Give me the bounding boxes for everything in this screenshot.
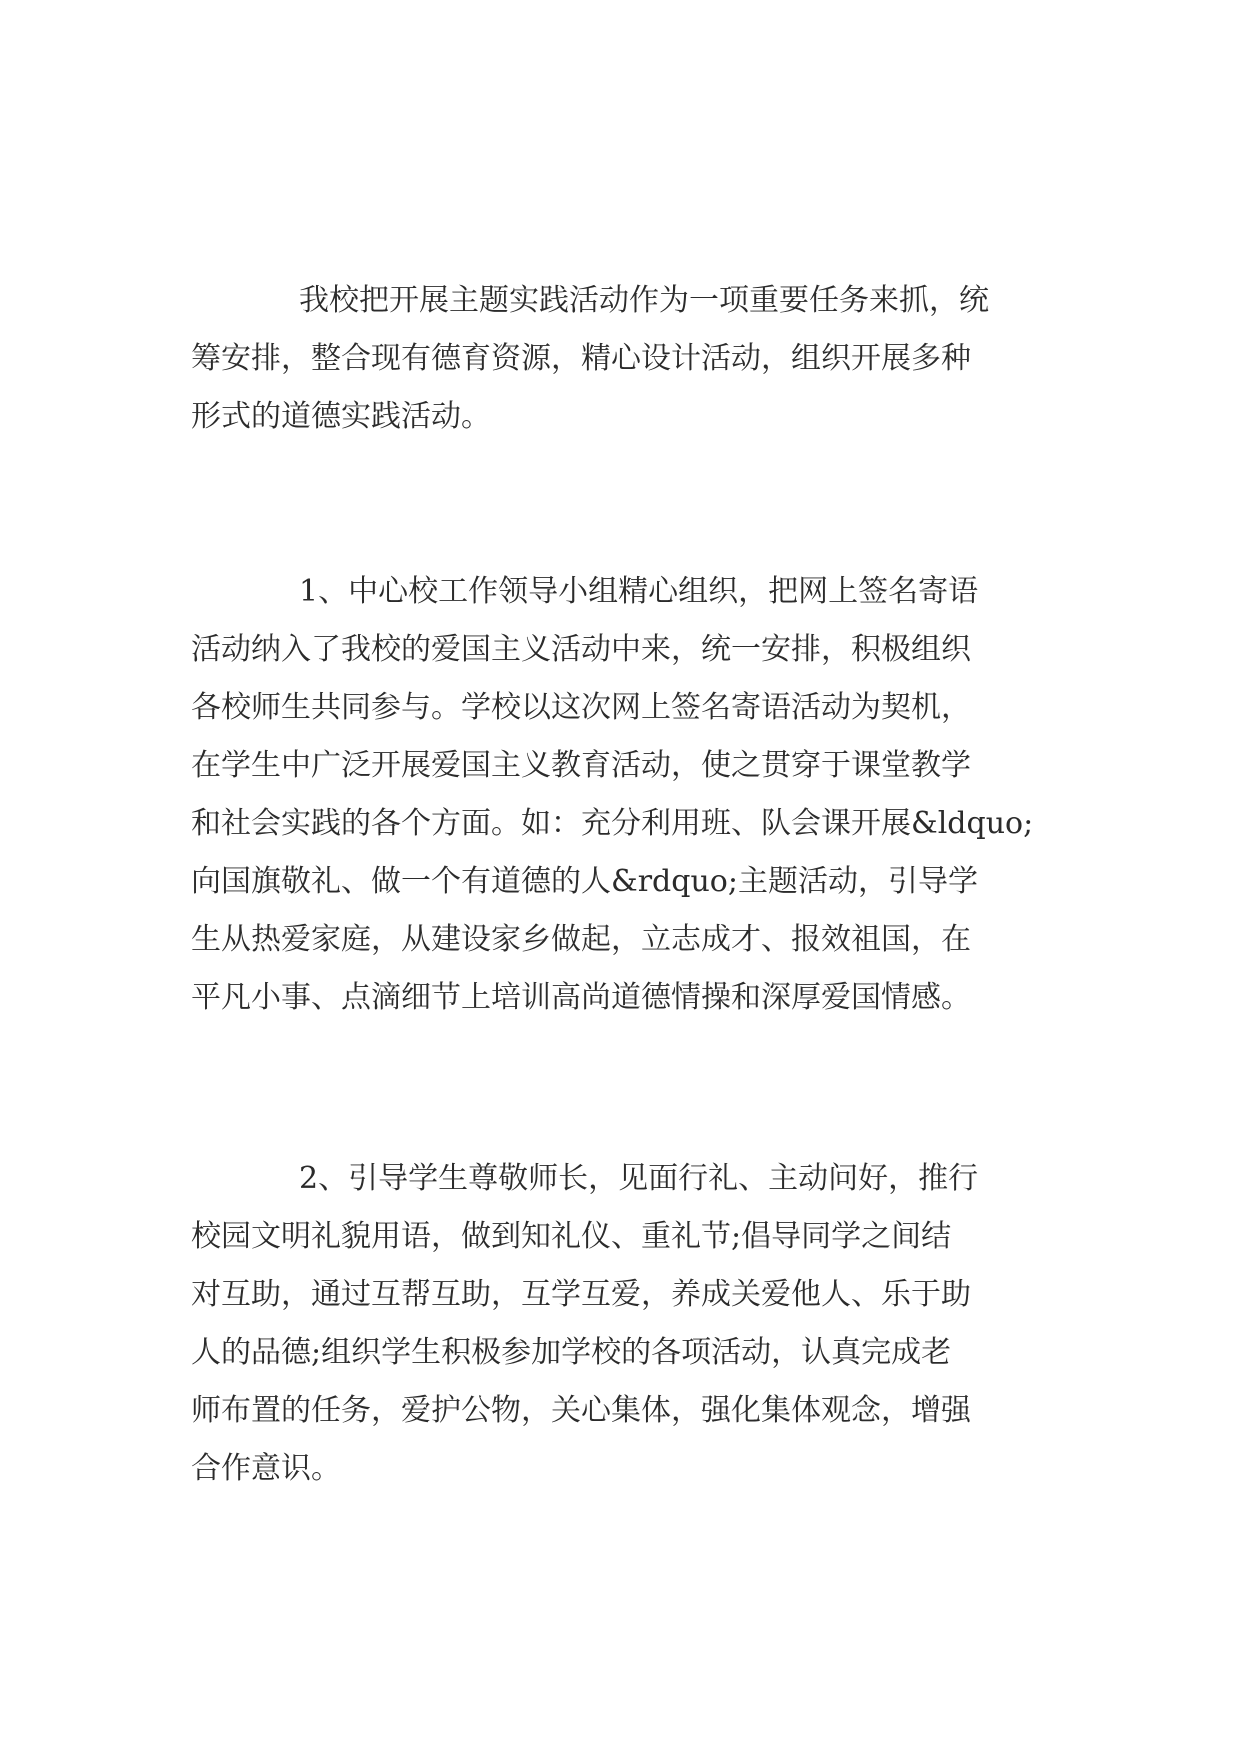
paragraph-line: 和社会实践的各个方面。如：充分利用班、队会课开展&ldquo; [191,806,1034,841]
paragraph-line: 我校把开展主题实践活动作为一项重要任务来抓，统 [299,283,989,318]
paragraph-line: 向国旗敬礼、做一个有道德的人&rdquo;主题活动，引导学 [191,864,978,899]
paragraph-line: 活动纳入了我校的爱国主义活动中来，统一安排，积极组织 [191,632,971,667]
paragraph-line: 1、中心校工作领导小组精心组织，把网上签名寄语 [299,574,979,609]
paragraph-line: 对互助，通过互帮互助，互学互爱，养成关爱他人、乐于助 [191,1277,971,1312]
paragraph-item-1 [191,563,1053,1027]
paragraph-line: 人的品德;组织学生积极参加学校的各项活动，认真完成老 [191,1335,952,1370]
paragraph-line: 形式的道德实践活动。 [191,399,491,434]
paragraph-line: 校园文明礼貌用语，做到知礼仪、重礼节;倡导同学之间结 [191,1219,952,1254]
paragraph-line: 平凡小事、点滴细节上培训高尚道德情操和深厚爱国情感。 [191,980,971,1015]
paragraph-line: 2、引导学生尊敬师长，见面行礼、主动问好，推行 [299,1161,979,1196]
paragraph-item-2 [191,1150,1053,1498]
paragraph-line: 合作意识。 [191,1451,341,1486]
paragraph-line: 筹安排，整合现有德育资源，精心设计活动，组织开展多种 [191,341,971,376]
paragraph-line: 各校师生共同参与。学校以这次网上签名寄语活动为契机， [191,690,971,725]
paragraph-line: 生从热爱家庭，从建设家乡做起，立志成才、报效祖国，在 [191,922,971,957]
paragraph-line: 师布置的任务，爱护公物，关心集体，强化集体观念，增强 [191,1393,971,1428]
paragraph-line: 在学生中广泛开展爱国主义教育活动，使之贯穿于课堂教学 [191,748,971,783]
paragraph-intro [191,272,1053,446]
